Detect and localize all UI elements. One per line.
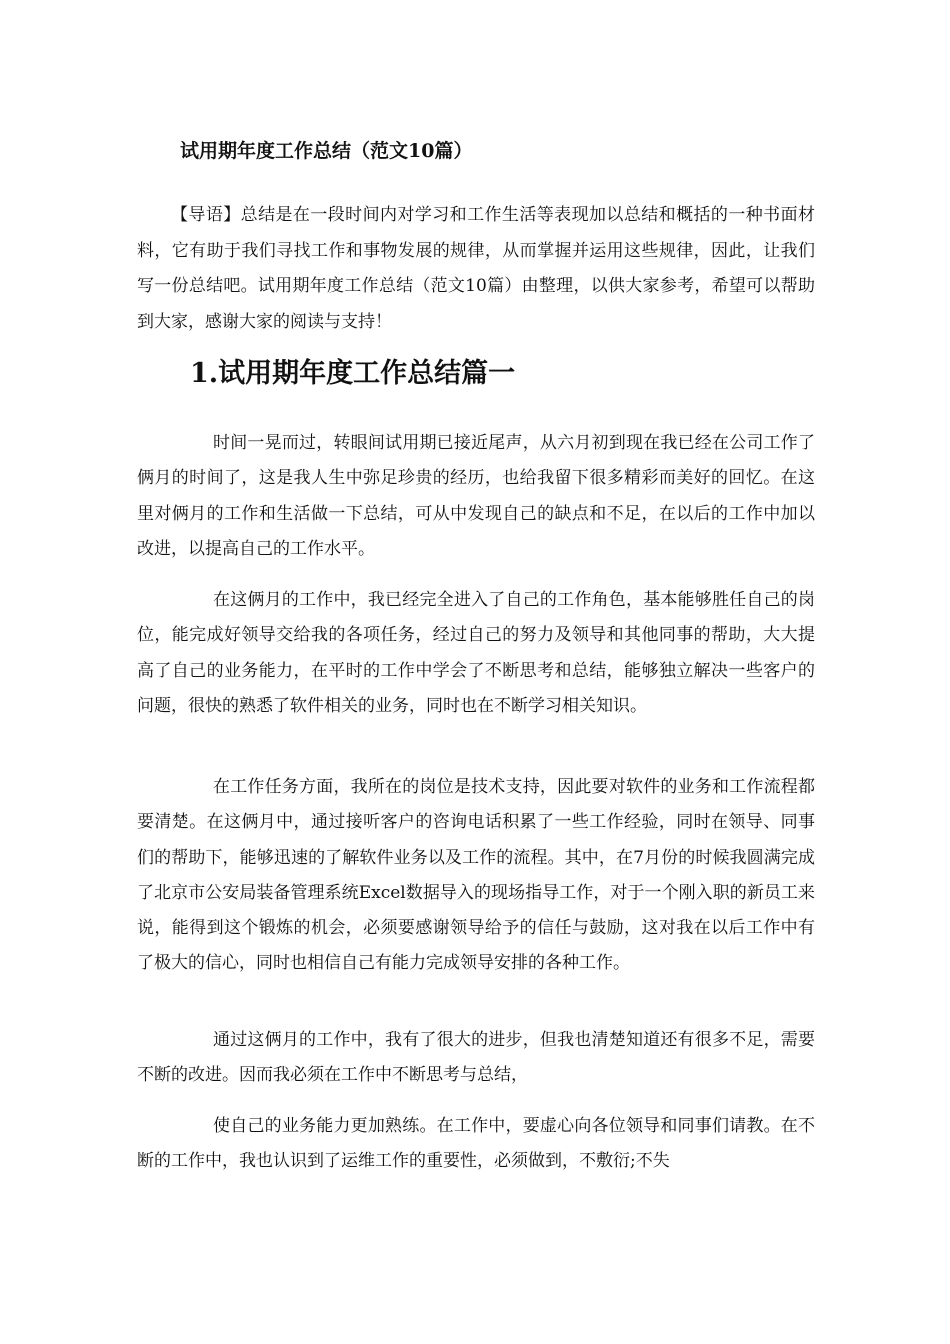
body-paragraph-4: 通过这俩月的工作中，我有了很大的进步，但我也清楚知道还有很多不足，需要不断的改进。因而我必须在工作中不断思考与总结， <box>137 1030 815 1086</box>
body-paragraph-5: 使自己的业务能力更加熟练。在工作中，要虚心向各位领导和同事们请教。在不断的工作中，我也认识到了运维工作的重要性，必须做到，不敷衍;不失 <box>137 1116 815 1172</box>
intro-paragraph: 【导语】总结是在一段时间内对学习和工作生活等表现加以总结和概括的一种书面材料，它有助于我们寻找工作和事物发展的规律，从而掌握并运用这些规律，因此，让我们写一份总结吧。试用期年度工作总结（范文10篇）由整理，以供大家参考，希望可以帮助到大家，感谢大家的阅读与支持！ <box>137 205 815 332</box>
body-paragraph-1: 时间一晃而过，转眼间试用期已接近尾声，从六月初到现在我已经在公司工作了俩月的时间了，这是我人生中弥足珍贵的经历，也给我留下很多精彩而美好的回忆。在这里对俩月的工作和生活做一下总结，可从中发现自己的缺点和不足，在以后的工作中加以改进，以提高自己的工作水平。 <box>137 433 815 559</box>
section-heading: 1.试用期年度工作总结篇一 <box>190 358 516 389</box>
body-paragraph-3: 在工作任务方面，我所在的岗位是技术支持，因此要对软件的业务和工作流程都要清楚。在这俩月中，通过接听客户的咨询电话积累了一些工作经验，同时在领导、同事们的帮助下，能够迅速的了解软件业务以及工作的流程。其中，在7月份的时候我圆满完成了北京市公安局装备管理系统Excel数据导入的现场指导工作，对于一个刚入职的新员工来说，能得到这个锻炼的机会，必须要感谢领导给予的信任与鼓励，这对我在以后工作中有了极大的信心，同时也相信自己有能力完成领导安排的各种工作。 <box>137 777 815 974</box>
document-title: 试用期年度工作总结（范文10篇） <box>180 140 473 162</box>
body-paragraph-2: 在这俩月的工作中，我已经完全进入了自己的工作角色，基本能够胜任自己的岗位，能完成好领导交给我的各项任务，经过自己的努力及领导和其他同事的帮助，大大提高了自己的业务能力，在平时的工作中学会了不断思考和总结，能够独立解决一些客户的问题，很快的熟悉了软件相关的业务，同时也在不断学习相关知识。 <box>137 590 815 716</box>
